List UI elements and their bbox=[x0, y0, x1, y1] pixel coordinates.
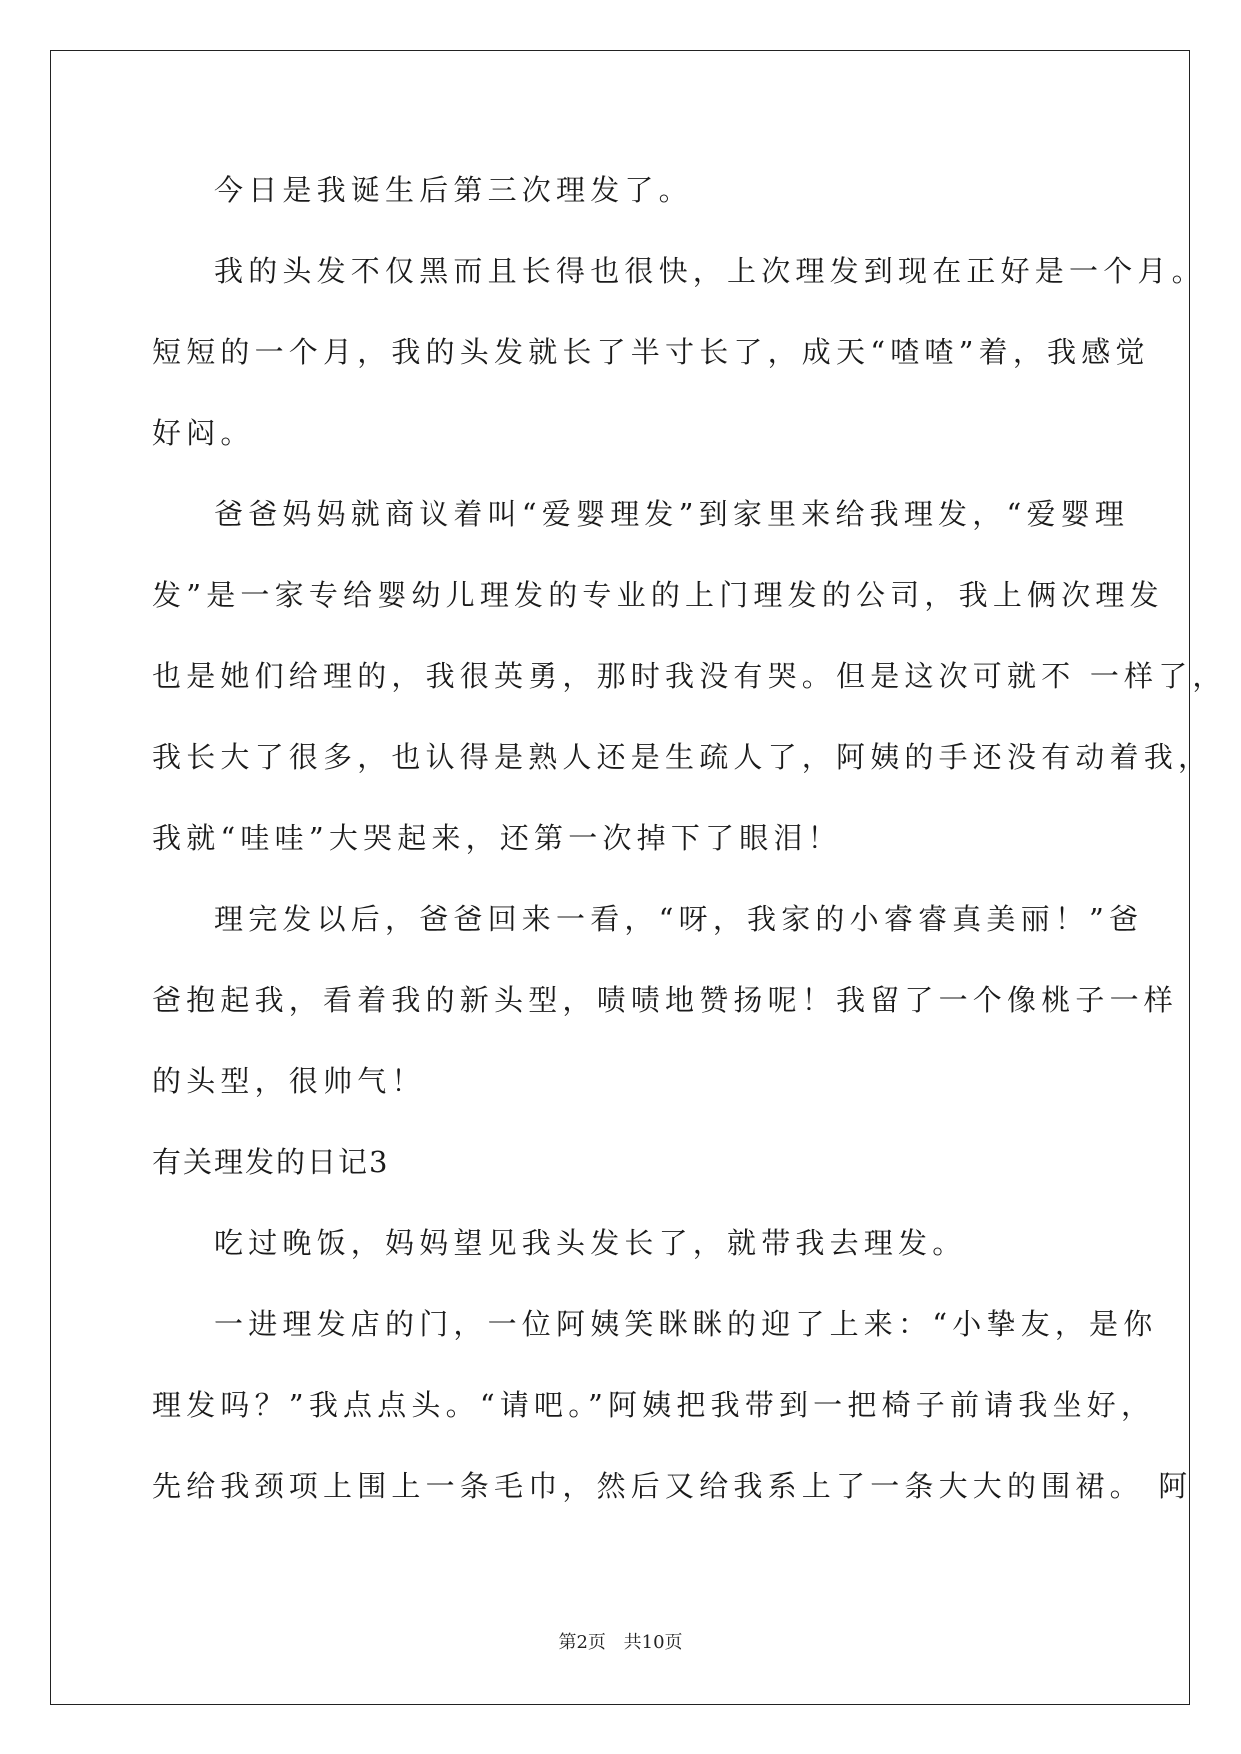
paragraph-line: 好闷。 bbox=[152, 416, 255, 450]
paragraph-line: 发”是一家专给婴幼儿理发的专业的上门理发的公司，我上俩次理发 bbox=[152, 578, 1164, 612]
paragraph-line: 吃过晚饭，妈妈望见我头发长了，就带我去理发。 bbox=[214, 1226, 967, 1260]
paragraph-line: 先给我颈项上围上一条毛巾，然后又给我系上了一条大大的围裙。 阿 bbox=[152, 1469, 1193, 1503]
page-number: 第2页 bbox=[558, 1632, 606, 1653]
paragraph-line: 理发吗？”我点点头。“请吧。”阿姨把我带到一把椅子前请我坐好， bbox=[152, 1388, 1156, 1422]
paragraph-line: 短短的一个月，我的头发就长了半寸长了，成天“喳喳”着，我感觉 bbox=[152, 335, 1150, 369]
paragraph-line: 我长大了很多，也认得是熟人还是生疏人了，阿姨的手还没有动着我， bbox=[152, 740, 1213, 774]
section-heading: 有关理发的日记3 bbox=[152, 1145, 390, 1179]
paragraph-line: 今日是我诞生后第三次理发了。 bbox=[214, 173, 693, 207]
document-body bbox=[152, 160, 1227, 1537]
paragraph-line: 理完发以后，爸爸回来一看，“呀，我家的小睿睿真美丽！”爸 bbox=[214, 902, 1144, 936]
paragraph-line: 也是她们给理的，我很英勇，那时我没有哭。但是这次可就不 一样了， bbox=[152, 659, 1227, 693]
page-total: 共10页 bbox=[623, 1632, 683, 1653]
paragraph-line: 我就“哇哇”大哭起来，还第一次掉下了眼泪！ bbox=[152, 821, 842, 855]
paragraph-line: 的头型，很帅气！ bbox=[152, 1064, 426, 1098]
paragraph-line: 我的头发不仅黑而且长得也很快，上次理发到现在正好是一个月。 bbox=[214, 254, 1206, 288]
paragraph-line: 一进理发店的门，一位阿姨笑眯眯的迎了上来：“小挚友，是你 bbox=[214, 1307, 1158, 1341]
paragraph-line: 爸爸妈妈就商议着叫“爱婴理发”到家里来给我理发，“爱婴理 bbox=[214, 497, 1130, 531]
paragraph-line: 爸抱起我，看着我的新头型，啧啧地赞扬呢！我留了一个像桃子一样 bbox=[152, 983, 1179, 1017]
page-footer bbox=[0, 1628, 1241, 1654]
